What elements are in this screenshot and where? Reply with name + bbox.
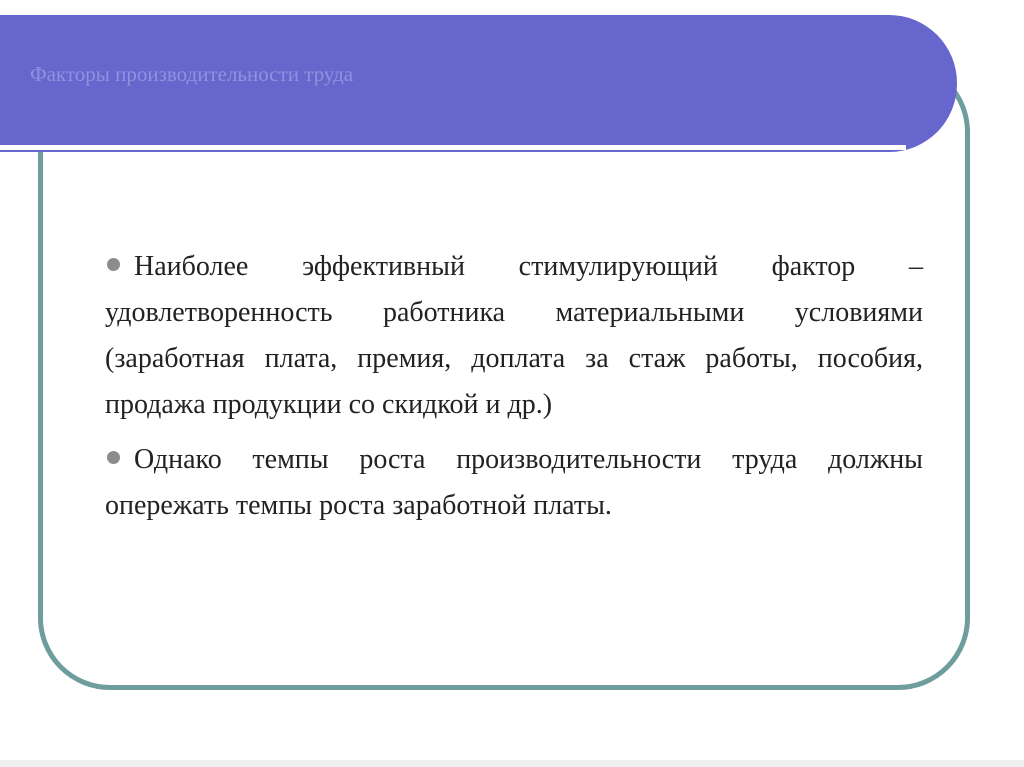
bullet-item (105, 437, 923, 529)
bullet-text: Наиболее эффективный стимулирующий фактор – удовлетворенность работника материальными условиями (заработная плата, премия, доплата за стаж работы, пособия, продажа продукции со скидкой и др.) (105, 251, 923, 420)
banner-divider (0, 145, 906, 150)
slide-body (105, 244, 923, 538)
bullet-item (105, 244, 923, 428)
bullet-dot-icon (107, 258, 120, 271)
bullet-text: Однако темпы роста производительности труда должны опережать темпы роста заработной платы. (105, 444, 923, 521)
slide-title: Факторы производительности труда (30, 62, 354, 86)
page-bottom-edge (0, 760, 1024, 767)
bullet-dot-icon (107, 451, 120, 464)
